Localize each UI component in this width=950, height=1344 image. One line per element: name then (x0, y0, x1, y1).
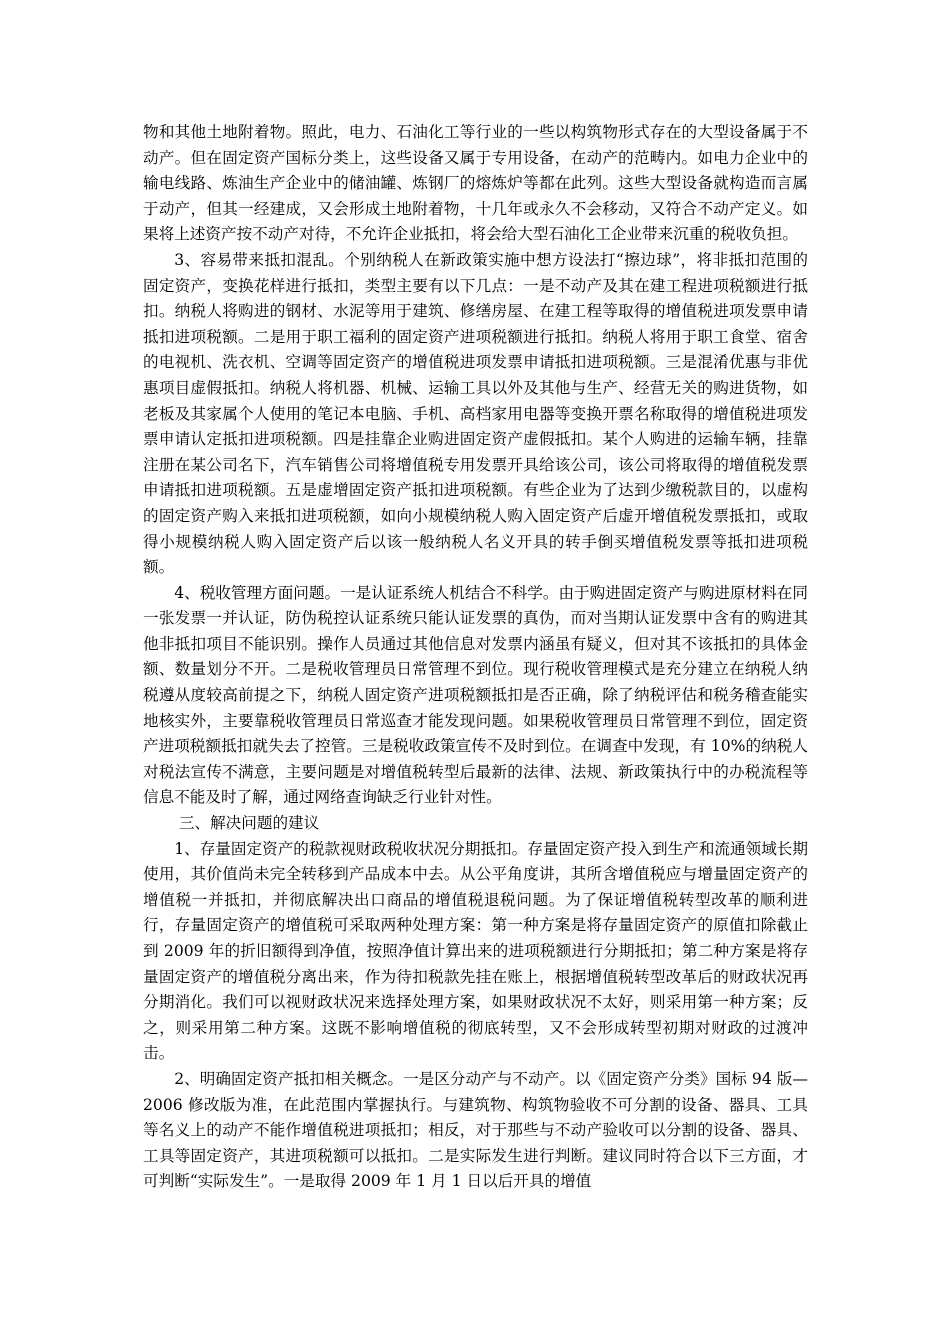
paragraph-point-4: 4、税收管理方面问题。一是认证系统人机结合不科学。由于购进固定资产与购进原材料在同一张发票一并认证，防伪税控认证系统只能认证发票的真伪，而对当期认证发票中含有的购进其他非抵扣项目不能识别。操作人员通过其他信息对发票内涵虽有疑义，但对其不该抵扣的具体金额、数量划分不开。二是税收管理员日常管理不到位。现行税收管理模式是充分建立在纳税人纳税遵从度较高前提之下，纳税人固定资产进项税额抵扣是否正确，除了纳税评估和税务稽查能实地核实外，主要靠税收管理员日常巡查才能发现问题。如果税收管理员日常管理不到位，固定资产进项税额抵扣就失去了控管。三是税收政策宣传不及时到位。在调查中发现，有 10%的纳税人对税法宣传不满意，主要问题是对增值税转型后最新的法律、法规、新政策执行中的办税流程等信息不能及时了解，通过网络查询缺乏行业针对性。 (143, 583, 808, 807)
paragraph-continued: 物和其他土地附着物。照此，电力、石油化工等行业的一些以构筑物形式存在的大型设备属于不动产。但在固定资产国标分类上，这些设备又属于专用设备，在动产的范畴内。如电力企业中的输电线路、炼油生产企业中的储油罐、炼钢厂的熔炼炉等都在此列。这些大型设备就构造而言属于动产，但其一经建成，又会形成土地附着物，十几年或永久不会移动，又符合不动产定义。如果将上述资产按不动产对待，不允许企业抵扣，将会给大型石油化工企业带来沉重的税收负担。 (143, 123, 808, 244)
paragraph-suggestion-1: 1、存量固定资产的税款视财政税收状况分期抵扣。存量固定资产投入到生产和流通领域长期使用，其价值尚未完全转移到产品成本中去。从公平角度讲，其所含增值税应与增量固定资产的增值税一并抵扣，并彻底解决出口商品的增值税退税问题。为了保证增值税转型改革的顺利进行，存量固定资产的增值税可采取两种处理方案：第一种方案是将存量固定资产的原值扣除截止到 2009 年的折旧额得到净值，按照净值计算出来的进项税额进行分期抵扣；第二种方案是将存量固定资产的增值税分离出来，作为待扣税款先挂在账上，根据增值税转型改革后的财政状况再分期消化。我们可以视财政状况来选择处理方案，如果财政状况不太好，则采用第一种方案；反之，则采用第二种方案。这既不影响增值税的彻底转型，又不会形成转型初期对财政的过渡冲击。 (143, 839, 808, 1063)
document-body (143, 120, 808, 1195)
paragraph-point-3: 3、容易带来抵扣混乱。个别纳税人在新政策实施中想方设法打“擦边球”，将非抵扣范围的固定资产，变换花样进行抵扣，类型主要有以下几点：一是不动产及其在建工程进项税额进行抵扣。纳税人将购进的钢材、水泥等用于建筑、修缮房屋、在建工程等取得的增值税进项发票申请抵扣进项税额。二是用于职工福利的固定资产进项税额进行抵扣。纳税人将用于职工食堂、宿舍的电视机、洗衣机、空调等固定资产的增值税进项发票申请抵扣进项税额。三是混淆优惠与非优惠项目虚假抵扣。纳税人将机器、机械、运输工具以外及其他与生产、经营无关的购进货物，如老板及其家属个人使用的笔记本电脑、手机、高档家用电器等变换开票名称取得的增值税进项发票申请认定抵扣进项税额。四是挂靠企业购进固定资产虚假抵扣。某个人购进的运输车辆，挂靠注册在某公司名下，汽车销售公司将增值税专用发票开具给该公司，该公司将取得的增值税发票申请抵扣进项税额。五是虚增固定资产抵扣进项税额。有些企业为了达到少缴税款目的，以虚构的固定资产购入来抵扣进项税额，如向小规模纳税人购入固定资产后虚开增值税发票抵扣，或取得小规模纳税人购入固定资产后以该一般纳税人名义开具的转手倒买增值税发票等抵扣进项税额。 (143, 250, 808, 577)
section-heading: 三、解决问题的建议 (178, 814, 320, 833)
paragraph-suggestion-2: 2、明确固定资产抵扣相关概念。一是区分动产与不动产。以《固定资产分类》国标 94 版—2006 修改版为准，在此范围内掌握执行。与建筑物、构筑物验收不可分割的设备、器具、工具等名义上的动产不能作增值税进项抵扣；相反，对于那些与不动产验收可以分割的设备、器具、工具等固定资产，其进项税额可以抵扣。二是实际发生进行判断。建议同时符合以下三方面，才可判断“实际发生”。一是取得 2009 年 1 月 1 日以后开具的增值 (143, 1069, 808, 1191)
